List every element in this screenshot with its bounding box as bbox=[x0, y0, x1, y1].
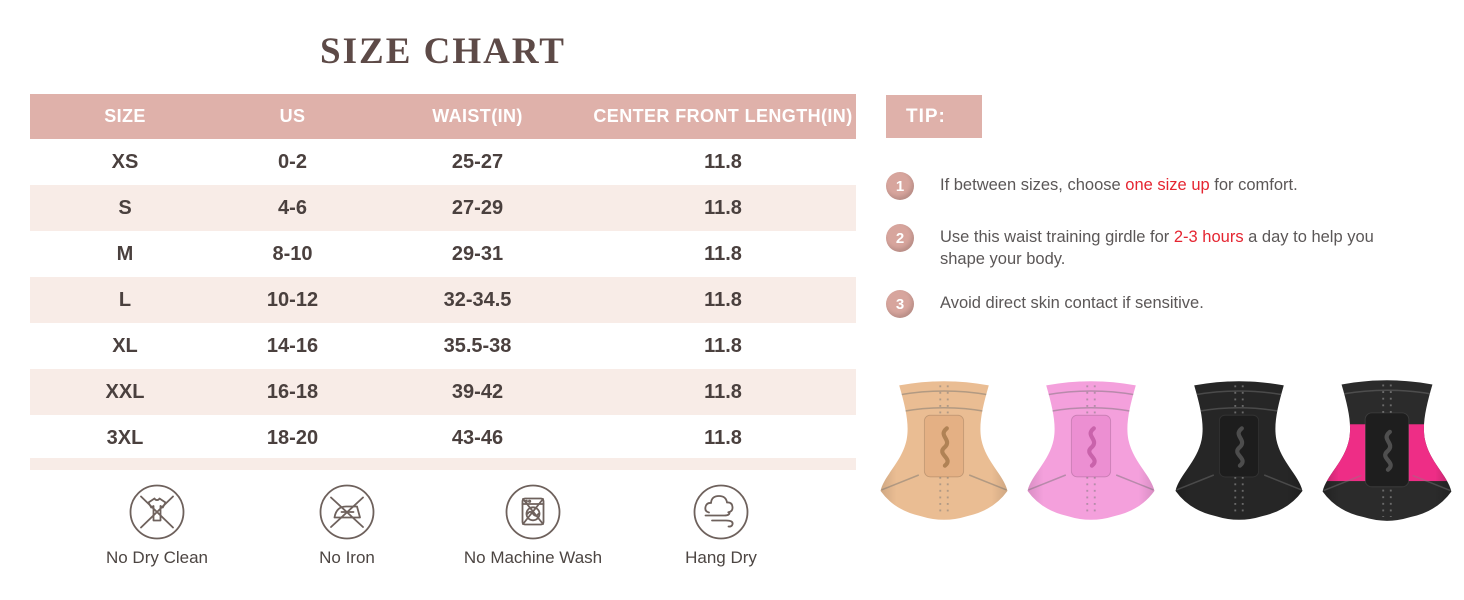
tip-text-post: a day to help you shape your body. bbox=[940, 228, 1374, 268]
cell-waist: 29-31 bbox=[451, 242, 504, 265]
tip-text-highlight: 2-3 hours bbox=[1173, 228, 1244, 246]
cell-waist: 32-34.5 bbox=[443, 288, 512, 311]
tip-text bbox=[940, 172, 1418, 197]
cell-length: 11.8 bbox=[704, 196, 742, 219]
cell-waist: 27-29 bbox=[451, 196, 504, 219]
table-row bbox=[30, 369, 856, 415]
table-bottom-strip bbox=[30, 458, 856, 470]
product-color-options bbox=[874, 368, 1458, 530]
cell-waist: 35.5-38 bbox=[443, 334, 512, 357]
tip-text-pre: Use this waist training girdle for bbox=[940, 228, 1174, 246]
care-label: No Dry Clean bbox=[105, 548, 209, 567]
care-item-no-iron bbox=[267, 482, 427, 568]
cell-us: 8-10 bbox=[272, 242, 313, 265]
cell-us: 0-2 bbox=[278, 150, 307, 173]
table-row bbox=[30, 139, 856, 185]
tip-text-pre: Avoid direct skin contact if sensitive. bbox=[940, 294, 1204, 312]
tip-number-badge: 2 bbox=[886, 224, 914, 252]
care-item-no-dry-clean bbox=[77, 482, 237, 568]
tip-text-pre: If between sizes, choose bbox=[940, 176, 1126, 194]
no-machine-wash-icon bbox=[453, 482, 613, 542]
tip-item-3 bbox=[886, 290, 1418, 318]
waist-trainer-image-black bbox=[1169, 368, 1309, 530]
care-item-hang-dry bbox=[641, 482, 801, 568]
cell-size: XS bbox=[111, 150, 139, 173]
cell-length: 11.8 bbox=[704, 150, 742, 173]
cell-us: 16-18 bbox=[266, 380, 319, 403]
table-row bbox=[30, 185, 856, 231]
cell-size: M bbox=[116, 242, 134, 265]
cell-length: 11.8 bbox=[704, 380, 742, 403]
tip-text-highlight: one size up bbox=[1125, 176, 1210, 194]
cell-waist: 43-46 bbox=[451, 426, 504, 449]
cell-length: 11.8 bbox=[704, 288, 742, 311]
column-header-waist: WAIST(IN) bbox=[432, 106, 523, 126]
cell-waist: 39-42 bbox=[451, 380, 504, 403]
waist-trainer-image-beige bbox=[874, 368, 1014, 530]
hang-dry-icon bbox=[641, 482, 801, 542]
column-header-center-front-length: CENTER FRONT LENGTH(IN) bbox=[593, 106, 853, 126]
table-header-row bbox=[30, 94, 856, 139]
care-label: Hang Dry bbox=[685, 548, 757, 567]
cell-size: XL bbox=[112, 334, 138, 357]
column-header-us: US bbox=[279, 106, 306, 126]
cell-us: 10-12 bbox=[266, 288, 319, 311]
cell-size: 3XL bbox=[106, 426, 144, 449]
no-iron-icon bbox=[267, 482, 427, 542]
waist-trainer-image-pink bbox=[1021, 368, 1161, 530]
tip-heading: TIP: bbox=[886, 95, 982, 138]
care-instructions bbox=[30, 482, 856, 582]
table-row bbox=[30, 277, 856, 323]
tip-number-badge: 3 bbox=[886, 290, 914, 318]
column-header-size: SIZE bbox=[104, 106, 146, 126]
care-item-no-machine-wash bbox=[453, 482, 613, 568]
cell-us: 4-6 bbox=[278, 196, 307, 219]
cell-length: 11.8 bbox=[704, 426, 742, 449]
cell-size: L bbox=[118, 288, 132, 311]
tip-text bbox=[940, 290, 1418, 315]
cell-size: S bbox=[118, 196, 132, 219]
care-label: No Iron bbox=[319, 548, 375, 567]
care-label: No Machine Wash bbox=[463, 548, 603, 567]
page-title: SIZE CHART bbox=[320, 31, 566, 72]
tip-item-1 bbox=[886, 172, 1418, 200]
waist-trainer-image-black-pink-belt bbox=[1316, 368, 1458, 530]
tip-number-badge: 1 bbox=[886, 172, 914, 200]
cell-us: 14-16 bbox=[266, 334, 319, 357]
no-dry-clean-icon bbox=[77, 482, 237, 542]
tip-text bbox=[940, 224, 1418, 271]
table-row bbox=[30, 323, 856, 369]
tip-item-2 bbox=[886, 224, 1418, 271]
tip-text-post: for comfort. bbox=[1209, 176, 1298, 194]
table-row bbox=[30, 415, 856, 461]
cell-size: XXL bbox=[105, 380, 145, 403]
cell-length: 11.8 bbox=[704, 334, 742, 357]
cell-waist: 25-27 bbox=[451, 150, 504, 173]
cell-length: 11.8 bbox=[704, 242, 742, 265]
size-chart-table bbox=[30, 94, 856, 461]
table-row bbox=[30, 231, 856, 277]
cell-us: 18-20 bbox=[266, 426, 319, 449]
